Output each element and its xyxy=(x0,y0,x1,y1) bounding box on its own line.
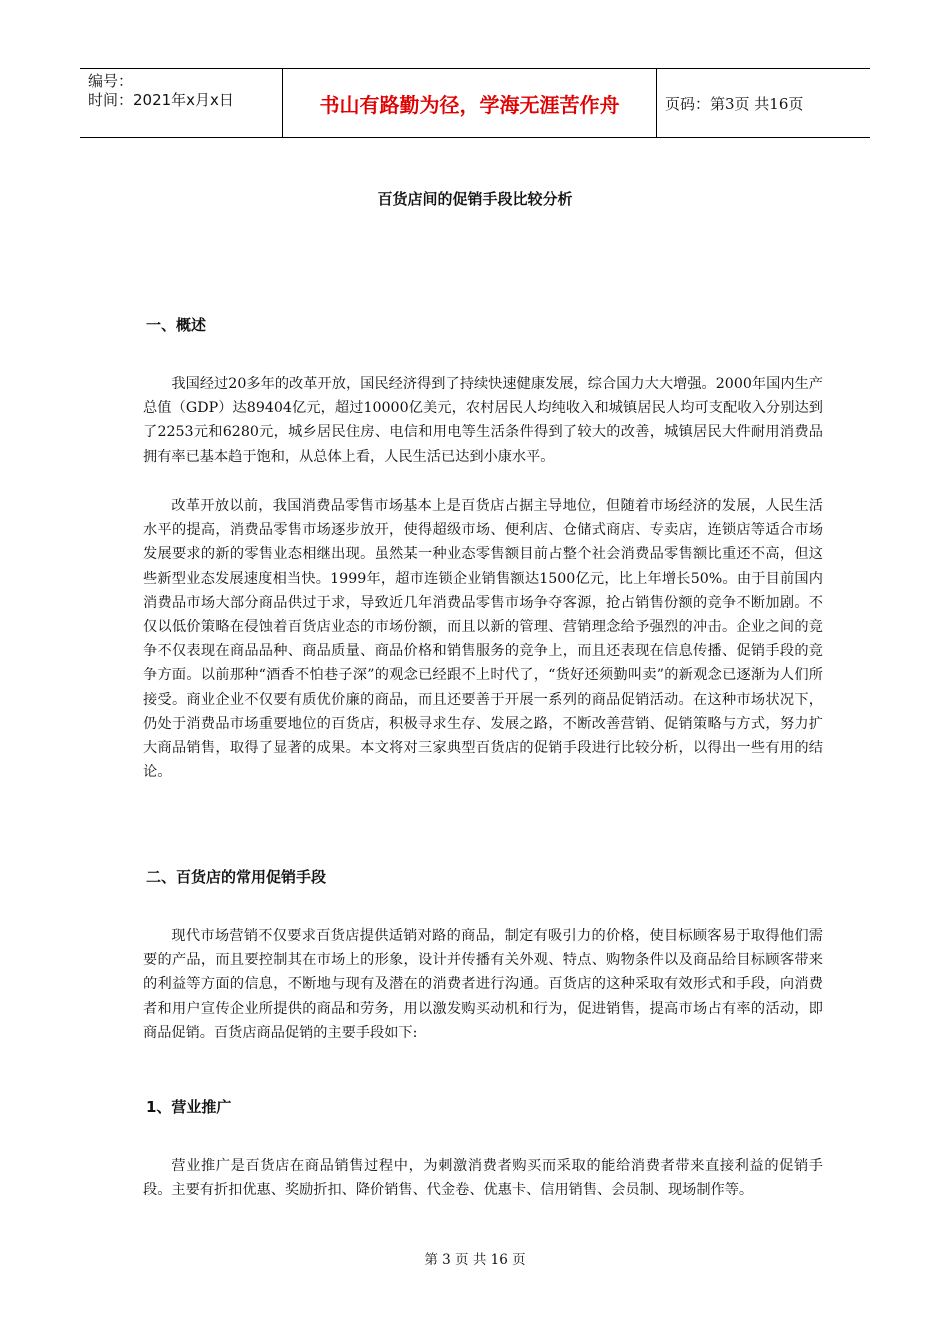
section-heading-promotion-methods: 二、百货店的常用促销手段 xyxy=(146,868,327,886)
page-footer: 第 3 页 共 16 页 xyxy=(424,1252,526,1268)
paragraph-sales-promotion: 营业推广是百货店在商品销售过程中，为刺激消费者购买而采取的能给消费者带来直接利益的促销手段。主要有折扣优惠、奖励折扣、降价销售、代金卷、优惠卡、信用销售、会员制、现场制作等。 xyxy=(143,1158,823,1199)
paragraph-promotion-methods: 现代市场营销不仅要求百货店提供适销对路的商品，制定有吸引力的价格，使目标顾客易于取得他们需要的产品，而且要控制其在市场上的形象，设计并传播有关外观、特点、购物条件以及商品给目标顾客带来的利益等方面的信息，不断地与现有及潜在的消费者进行沟通。百货店的这种采取有效形式和手段，向消费者和用户宣传企业所提供的商品和劳务，用以激发购买动机和行为，促进销售，提高市场占有率的活动，即商品促销。百货店商品促销的主要手段如下: xyxy=(143,928,823,1041)
section-heading-overview: 一、概述 xyxy=(146,316,207,334)
paragraph-overview-2: 改革开放以前，我国消费品零售市场基本上是百货店占据主导地位，但随着市场经济的发展，人民生活水平的提高，消费品零售市场逐步放开，使得超级市场、便利店、仓储式商店、专卖店，连锁店等适合市场发展要求的新的零售业态相继出现。虽然某一种业态零售额目前占整个社会消费品零售额比重还不高，但这些新型业态发展速度相当快。1999年，超市连锁企业销售额达1500亿元，比上年增长50%。由于目前国内消费品市场大部分商品供过于求，导致近几年消费品零售市场争夺客源，抢占销售份额的竞争不断加剧。不仅以低价策略在侵蚀着百货店业态的市场份额，而且以新的管理、营销理念给予强烈的冲击。企业之间的竞争不仅表现在商品品种、商品质量、商品价格和销售服务的竞争上，而且还表现在信息传播、促销手段的竞争方面。以前那种“酒香不怕巷子深”的观念已经跟不上时代了，“货好还须勤叫卖”的新观念已逐渐为人们所接受。商业企业不仅要有质优价廉的商品，而且还要善于开展一系列的商品促销活动。在这种市场状况下，仍处于消费品市场重要地位的百货店，积极寻求生存、发展之路，不断改善营销、促销策略与方式，努力扩大商品销售，取得了显著的成果。本文将对三家典型百货店的促销手段进行比较分析，以得出一些有用的结论。 xyxy=(143,498,823,781)
paragraph-overview-1: 我国经过20多年的改革开放，国民经济得到了持续快速健康发展，综合国力大大增强。2000年国内生产总值（GDP）达89404亿元，超过10000亿美元，农村居民人均纯收入和城镇居民人均可支配收入分别达到了2253元和6280元，城乡居民住房、电信和用电等生活条件得到了较大的改善，城镇居民大件耐用消费品拥有率已基本趋于饱和，从总体上看，人民生活已达到小康水平。 xyxy=(143,376,823,465)
page-header xyxy=(80,68,870,138)
number-label: 编号： xyxy=(88,72,134,90)
section-heading-sales-promotion: 1、营业推广 xyxy=(146,1098,232,1116)
header-page-info: 页码：第3页 共16页 xyxy=(665,94,804,113)
date-label: 时间：2021年x月x日 xyxy=(88,91,234,109)
header-meta xyxy=(80,69,282,137)
header-motto: 书山有路勤为径，学海无涯苦作舟 xyxy=(282,69,657,137)
document-title: 百货店间的促销手段比较分析 xyxy=(377,190,573,208)
